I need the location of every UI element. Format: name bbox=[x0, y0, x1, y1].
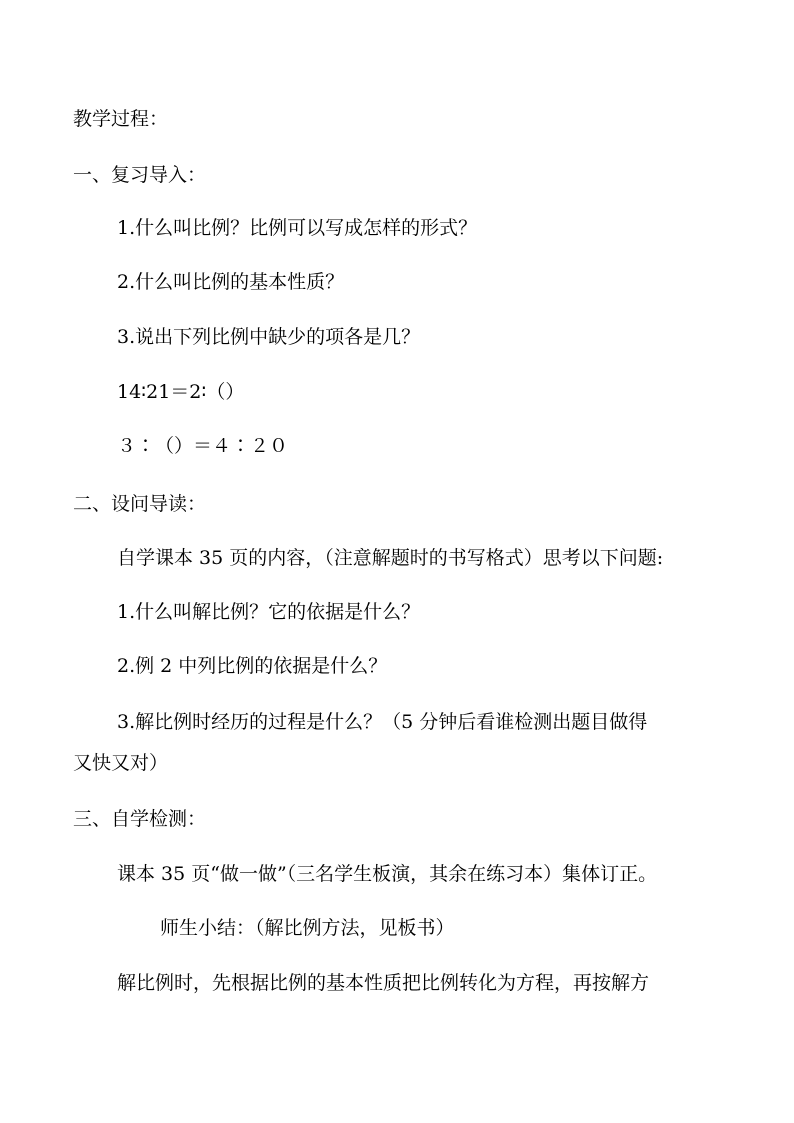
section-title-self-check: 三、自学检测： bbox=[73, 808, 207, 830]
guided-question-3-line1: 3.解比例时经历的过程是什么？（5 分钟后看谁检测出题目做得 bbox=[117, 711, 648, 733]
self-study-intro: 自学课本 35 页的内容，（注意解题时的书写格式）思考以下问题: bbox=[117, 547, 664, 569]
review-question-3: 3.说出下列比例中缺少的项各是几？ bbox=[117, 326, 421, 348]
guided-question-2: 2.例 2 中列比例的依据是什么？ bbox=[117, 655, 388, 677]
heading-teaching-process: 教学过程： bbox=[73, 108, 169, 130]
guided-question-1: 1.什么叫解比例？它的依据是什么？ bbox=[117, 601, 421, 623]
review-question-1: 1.什么叫比例？比例可以写成怎样的形式？ bbox=[117, 217, 478, 239]
section-title-guided-reading: 二、设问导读： bbox=[73, 493, 207, 515]
review-question-2: 2.什么叫比例的基本性质？ bbox=[117, 271, 345, 293]
ratio-solving-method: 解比例时，先根据比例的基本性质把比例转化为方程，再按解方 bbox=[117, 972, 650, 994]
self-check-task: 课本 35 页“做一做”（三名学生板演，其余在练习本）集体订正。 bbox=[117, 863, 658, 885]
ratio-equation-2: ３∶（）＝４∶２０ bbox=[117, 435, 289, 457]
teacher-student-summary: 师生小结：（解比例方法，见板书） bbox=[160, 917, 455, 939]
ratio-equation-1: 14∶21＝2∶（） bbox=[117, 381, 245, 403]
section-title-review: 一、复习导入： bbox=[73, 164, 207, 186]
guided-question-3-line2: 又快又对） bbox=[73, 752, 169, 774]
